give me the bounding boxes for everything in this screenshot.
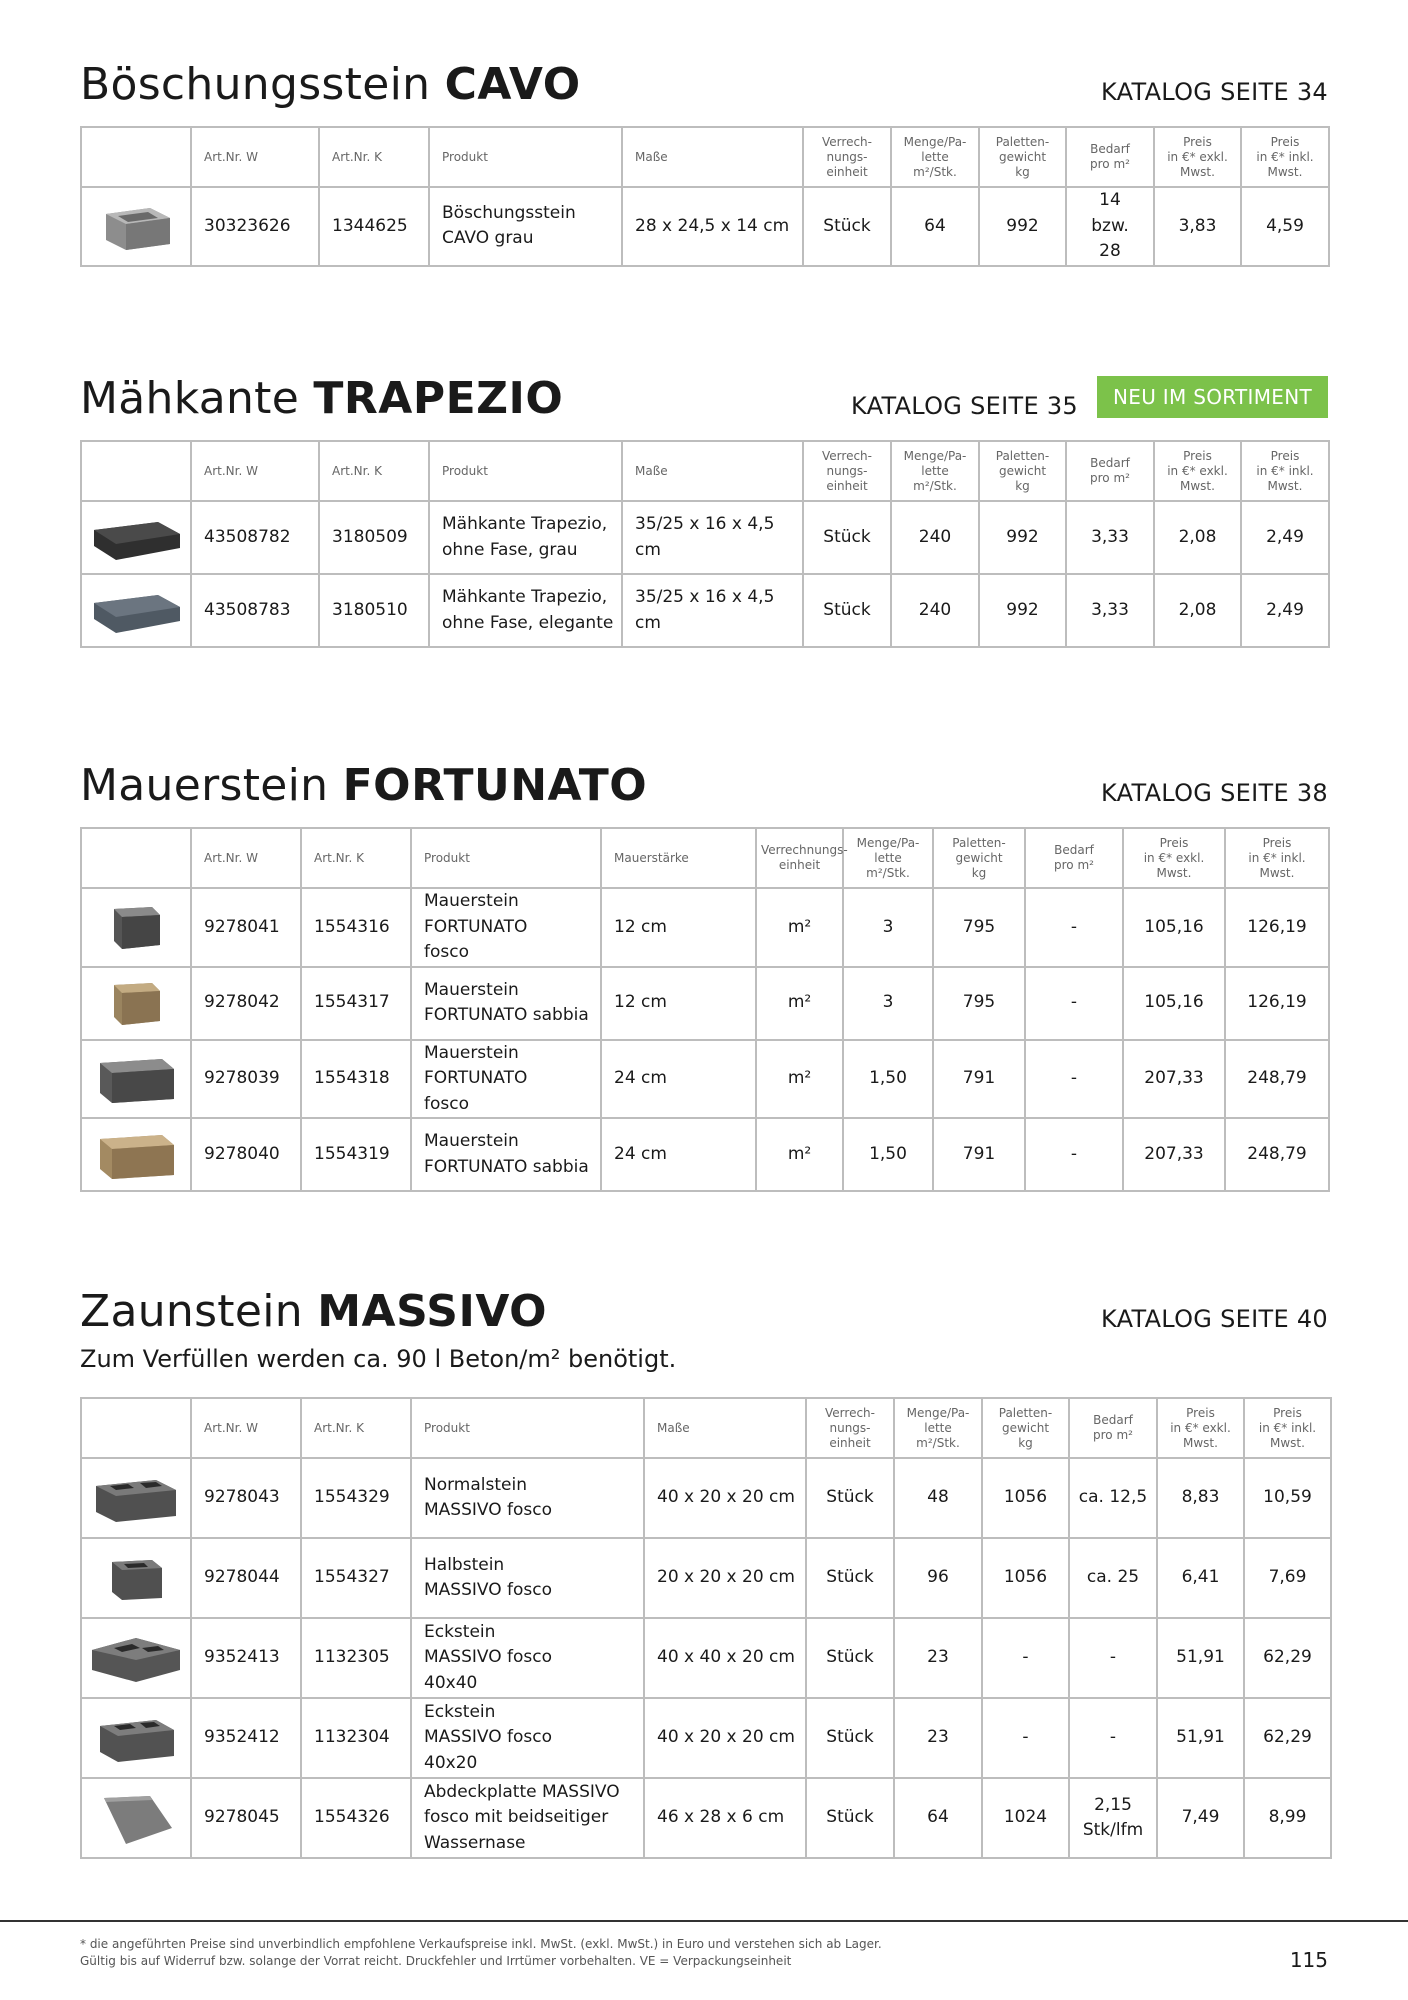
header-verrechnung: Verrech- nungs- einheit xyxy=(803,441,891,501)
header-image xyxy=(81,127,191,187)
product-image xyxy=(86,508,186,568)
palettengewicht: - xyxy=(982,1618,1069,1698)
art-nr-k: 1554329 xyxy=(301,1458,411,1538)
footer-divider xyxy=(0,1920,1408,1922)
product-image xyxy=(86,973,186,1033)
product-name: Böschungsstein CAVO grau xyxy=(429,187,622,266)
table-row xyxy=(81,1538,1331,1618)
header-verrechnung: Verrech- nungs- einheit xyxy=(806,1398,894,1458)
product-name: Eckstein MASSIVO fosco 40x20 xyxy=(411,1698,644,1778)
catalog-page-link[interactable]: KATALOG SEITE 40 xyxy=(1101,1305,1328,1333)
header-bedarf: Bedarf pro m² xyxy=(1066,127,1154,187)
header-gewicht: Paletten- gewicht kg xyxy=(979,127,1066,187)
art-nr-w: 9278045 xyxy=(191,1778,301,1858)
menge-palette: 64 xyxy=(891,187,979,266)
header-bedarf: Bedarf pro m² xyxy=(1069,1398,1157,1458)
art-nr-w: 9352413 xyxy=(191,1618,301,1698)
verrechnungseinheit: m² xyxy=(756,967,843,1040)
table-row xyxy=(81,501,1329,574)
product-thumbnail xyxy=(81,1458,191,1538)
preis-inkl: 62,29 xyxy=(1244,1698,1331,1778)
preis-inkl: 10,59 xyxy=(1244,1458,1331,1538)
header-produkt: Produkt xyxy=(429,441,622,501)
masse: 28 x 24,5 x 14 cm xyxy=(622,187,803,266)
header-bedarf: Bedarf pro m² xyxy=(1066,441,1154,501)
product-image xyxy=(86,1788,186,1848)
masse: 40 x 20 x 20 cm xyxy=(644,1458,806,1538)
product-name: Normalstein MASSIVO fosco xyxy=(411,1458,644,1538)
menge-palette: 23 xyxy=(894,1618,982,1698)
header-art-k: Art.Nr. K xyxy=(319,441,429,501)
table-row xyxy=(81,187,1329,266)
section-fortunato xyxy=(80,741,1328,1192)
art-nr-w: 9278041 xyxy=(191,888,301,967)
table-row xyxy=(81,574,1329,647)
menge-palette: 1,50 xyxy=(843,1118,933,1191)
preis-exkl: 207,33 xyxy=(1123,1040,1225,1119)
catalog-page-link[interactable]: KATALOG SEITE 38 xyxy=(1101,779,1328,807)
product-name: Halbstein MASSIVO fosco xyxy=(411,1538,644,1618)
art-nr-k: 1554317 xyxy=(301,967,411,1040)
header-image xyxy=(81,441,191,501)
table-row xyxy=(81,967,1329,1040)
menge-palette: 23 xyxy=(894,1698,982,1778)
preis-inkl: 126,19 xyxy=(1225,888,1329,967)
table-row xyxy=(81,1040,1329,1119)
header-image xyxy=(81,828,191,888)
section-subline: Zum Verfüllen werden ca. 90 l Beton/m² benötigt. xyxy=(80,1345,677,1373)
preis-exkl: 51,91 xyxy=(1157,1618,1244,1698)
bedarf: - xyxy=(1025,888,1123,967)
header-menge: Menge/Pa- lette m²/Stk. xyxy=(891,441,979,501)
section-title: Mähkante TRAPEZIO xyxy=(80,373,564,424)
menge-palette: 3 xyxy=(843,888,933,967)
masse: 46 x 28 x 6 cm xyxy=(644,1778,806,1858)
product-thumbnail xyxy=(81,1538,191,1618)
menge-palette: 240 xyxy=(891,574,979,647)
header-preis-exkl: Preis in €* exkl. Mwst. xyxy=(1123,828,1225,888)
product-image xyxy=(86,1125,186,1185)
header-menge: Menge/Pa- lette m²/Stk. xyxy=(891,127,979,187)
palettengewicht: 795 xyxy=(933,967,1025,1040)
header-preis-inkl: Preis in €* inkl. Mwst. xyxy=(1241,441,1329,501)
header-art-k: Art.Nr. K xyxy=(301,828,411,888)
preis-exkl: 105,16 xyxy=(1123,888,1225,967)
preis-inkl: 2,49 xyxy=(1241,501,1329,574)
product-thumbnail xyxy=(81,574,191,647)
bedarf: 2,15 Stk/lfm xyxy=(1069,1778,1157,1858)
product-table-massivo xyxy=(80,1397,1332,1859)
verrechnungseinheit: Stück xyxy=(806,1778,894,1858)
menge-palette: 3 xyxy=(843,967,933,1040)
preis-inkl: 62,29 xyxy=(1244,1618,1331,1698)
header-masse: Maße xyxy=(622,441,803,501)
catalog-page-link[interactable]: KATALOG SEITE 35 xyxy=(851,392,1078,420)
masse: 35/25 x 16 x 4,5 cm xyxy=(622,501,803,574)
header-preis-exkl: Preis in €* exkl. Mwst. xyxy=(1157,1398,1244,1458)
table-row xyxy=(81,1458,1331,1538)
section-trapezio xyxy=(80,354,1328,648)
section-massivo xyxy=(80,1267,1328,1859)
header-produkt: Produkt xyxy=(411,828,601,888)
header-image xyxy=(81,1398,191,1458)
bedarf: - xyxy=(1025,967,1123,1040)
preis-inkl: 126,19 xyxy=(1225,967,1329,1040)
bedarf: 14 bzw. 28 xyxy=(1066,187,1154,266)
art-nr-w: 9278040 xyxy=(191,1118,301,1191)
palettengewicht: 1056 xyxy=(982,1458,1069,1538)
art-nr-w: 9352412 xyxy=(191,1698,301,1778)
header-preis-inkl: Preis in €* inkl. Mwst. xyxy=(1244,1398,1331,1458)
preis-exkl: 105,16 xyxy=(1123,967,1225,1040)
header-preis-inkl: Preis in €* inkl. Mwst. xyxy=(1241,127,1329,187)
bedarf: - xyxy=(1069,1698,1157,1778)
table-row xyxy=(81,1778,1331,1858)
product-thumbnail xyxy=(81,888,191,967)
palettengewicht: 795 xyxy=(933,888,1025,967)
product-thumbnail xyxy=(81,1040,191,1119)
art-nr-k: 1344625 xyxy=(319,187,429,266)
art-nr-k: 1554316 xyxy=(301,888,411,967)
palettengewicht: 791 xyxy=(933,1118,1025,1191)
art-nr-k: 1132305 xyxy=(301,1618,411,1698)
section-title: Mauerstein FORTUNATO xyxy=(80,760,648,811)
table-row xyxy=(81,1698,1331,1778)
table-row xyxy=(81,888,1329,967)
art-nr-k: 1554326 xyxy=(301,1778,411,1858)
menge-palette: 64 xyxy=(894,1778,982,1858)
header-art-k: Art.Nr. K xyxy=(301,1398,411,1458)
mauerstaerke: 24 cm xyxy=(601,1118,756,1191)
palettengewicht: 992 xyxy=(979,501,1066,574)
preis-inkl: 248,79 xyxy=(1225,1118,1329,1191)
product-name: Mähkante Trapezio, ohne Fase, grau xyxy=(429,501,622,574)
bedarf: - xyxy=(1025,1040,1123,1119)
header-verrechnung: Verrechnungs- einheit xyxy=(756,828,843,888)
product-image xyxy=(86,1548,186,1608)
menge-palette: 1,50 xyxy=(843,1040,933,1119)
masse: 35/25 x 16 x 4,5 cm xyxy=(622,574,803,647)
header-produkt: Produkt xyxy=(429,127,622,187)
masse: 20 x 20 x 20 cm xyxy=(644,1538,806,1618)
palettengewicht: - xyxy=(982,1698,1069,1778)
art-nr-k: 1554319 xyxy=(301,1118,411,1191)
verrechnungseinheit: m² xyxy=(756,1040,843,1119)
preis-exkl: 207,33 xyxy=(1123,1118,1225,1191)
header-art-w: Art.Nr. W xyxy=(191,127,319,187)
menge-palette: 240 xyxy=(891,501,979,574)
art-nr-w: 43508783 xyxy=(191,574,319,647)
header-preis-inkl: Preis in €* inkl. Mwst. xyxy=(1225,828,1329,888)
header-gewicht: Paletten- gewicht kg xyxy=(982,1398,1069,1458)
page-number: 115 xyxy=(1289,1948,1328,1972)
product-image xyxy=(86,196,186,256)
verrechnungseinheit: Stück xyxy=(803,501,891,574)
header-bedarf: Bedarf pro m² xyxy=(1025,828,1123,888)
mauerstaerke: 24 cm xyxy=(601,1040,756,1119)
header-art-k: Art.Nr. K xyxy=(319,127,429,187)
product-name: Mauerstein FORTUNATO fosco xyxy=(411,888,601,967)
product-thumbnail xyxy=(81,1698,191,1778)
art-nr-k: 1132304 xyxy=(301,1698,411,1778)
product-name: Mauerstein FORTUNATO sabbia xyxy=(411,967,601,1040)
bedarf: ca. 12,5 xyxy=(1069,1458,1157,1538)
product-image xyxy=(86,581,186,641)
preis-exkl: 7,49 xyxy=(1157,1778,1244,1858)
palettengewicht: 1056 xyxy=(982,1538,1069,1618)
palettengewicht: 1024 xyxy=(982,1778,1069,1858)
header-preis-exkl: Preis in €* exkl. Mwst. xyxy=(1154,441,1241,501)
menge-palette: 96 xyxy=(894,1538,982,1618)
preis-exkl: 6,41 xyxy=(1157,1538,1244,1618)
new-badge: NEU IM SORTIMENT xyxy=(1097,376,1328,418)
preis-inkl: 4,59 xyxy=(1241,187,1329,266)
masse: 40 x 20 x 20 cm xyxy=(644,1698,806,1778)
bedarf: 3,33 xyxy=(1066,574,1154,647)
verrechnungseinheit: Stück xyxy=(806,1698,894,1778)
bedarf: - xyxy=(1069,1618,1157,1698)
header-produkt: Produkt xyxy=(411,1398,644,1458)
preis-exkl: 2,08 xyxy=(1154,574,1241,647)
masse: 40 x 40 x 20 cm xyxy=(644,1618,806,1698)
verrechnungseinheit: Stück xyxy=(803,574,891,647)
mauerstaerke: 12 cm xyxy=(601,888,756,967)
product-image xyxy=(86,1468,186,1528)
product-image xyxy=(86,1708,186,1768)
header-mauerstaerke: Mauerstärke xyxy=(601,828,756,888)
header-art-w: Art.Nr. W xyxy=(191,441,319,501)
menge-palette: 48 xyxy=(894,1458,982,1538)
art-nr-k: 3180509 xyxy=(319,501,429,574)
preis-inkl: 2,49 xyxy=(1241,574,1329,647)
product-table-cavo xyxy=(80,126,1330,267)
header-verrechnung: Verrech- nungs- einheit xyxy=(803,127,891,187)
product-name: Eckstein MASSIVO fosco 40x40 xyxy=(411,1618,644,1698)
header-preis-exkl: Preis in €* exkl. Mwst. xyxy=(1154,127,1241,187)
product-thumbnail xyxy=(81,1618,191,1698)
mauerstaerke: 12 cm xyxy=(601,967,756,1040)
palettengewicht: 992 xyxy=(979,574,1066,647)
product-name: Mauerstein FORTUNATO sabbia xyxy=(411,1118,601,1191)
catalog-page-link[interactable]: KATALOG SEITE 34 xyxy=(1101,78,1328,106)
art-nr-w: 9278044 xyxy=(191,1538,301,1618)
preis-exkl: 3,83 xyxy=(1154,187,1241,266)
header-masse: Maße xyxy=(644,1398,806,1458)
header-menge: Menge/Pa- lette m²/Stk. xyxy=(894,1398,982,1458)
header-gewicht: Paletten- gewicht kg xyxy=(933,828,1025,888)
table-row xyxy=(81,1118,1329,1191)
verrechnungseinheit: Stück xyxy=(806,1458,894,1538)
header-art-w: Art.Nr. W xyxy=(191,1398,301,1458)
section-title: Zaunstein MASSIVO xyxy=(80,1286,548,1337)
header-masse: Maße xyxy=(622,127,803,187)
product-table-trapezio xyxy=(80,440,1330,648)
header-gewicht: Paletten- gewicht kg xyxy=(979,441,1066,501)
product-image xyxy=(86,897,186,957)
verrechnungseinheit: m² xyxy=(756,1118,843,1191)
preis-inkl: 248,79 xyxy=(1225,1040,1329,1119)
bedarf: 3,33 xyxy=(1066,501,1154,574)
art-nr-w: 9278042 xyxy=(191,967,301,1040)
art-nr-w: 30323626 xyxy=(191,187,319,266)
verrechnungseinheit: Stück xyxy=(806,1538,894,1618)
product-thumbnail xyxy=(81,967,191,1040)
palettengewicht: 791 xyxy=(933,1040,1025,1119)
product-thumbnail xyxy=(81,1118,191,1191)
section-cavo xyxy=(80,40,1328,267)
product-image xyxy=(86,1628,186,1688)
product-thumbnail xyxy=(81,187,191,266)
product-name: Abdeckplatte MASSIVO fosco mit beidseitiger Wassernase xyxy=(411,1778,644,1858)
art-nr-w: 9278043 xyxy=(191,1458,301,1538)
bedarf: ca. 25 xyxy=(1069,1538,1157,1618)
art-nr-k: 3180510 xyxy=(319,574,429,647)
preis-inkl: 8,99 xyxy=(1244,1778,1331,1858)
preis-exkl: 51,91 xyxy=(1157,1698,1244,1778)
preis-exkl: 8,83 xyxy=(1157,1458,1244,1538)
product-name: Mauerstein FORTUNATO fosco xyxy=(411,1040,601,1119)
product-thumbnail xyxy=(81,1778,191,1858)
art-nr-w: 43508782 xyxy=(191,501,319,574)
verrechnungseinheit: Stück xyxy=(806,1618,894,1698)
header-art-w: Art.Nr. W xyxy=(191,828,301,888)
header-menge: Menge/Pa- lette m²/Stk. xyxy=(843,828,933,888)
table-row xyxy=(81,1618,1331,1698)
product-thumbnail xyxy=(81,501,191,574)
bedarf: - xyxy=(1025,1118,1123,1191)
art-nr-w: 9278039 xyxy=(191,1040,301,1119)
product-name: Mähkante Trapezio, ohne Fase, elegante xyxy=(429,574,622,647)
footnote: * die angeführten Preise sind unverbindlich empfohlene Verkaufspreise inkl. MwSt. (exkl. MwSt.) in Euro und verstehen sich ab Lager. Gültig bis auf Widerruf bzw. solange der Vorrat reicht. Druckfehler und Irrtümer vorbehalten. VE = Verpackungseinheit xyxy=(80,1937,882,1968)
preis-inkl: 7,69 xyxy=(1244,1538,1331,1618)
art-nr-k: 1554327 xyxy=(301,1538,411,1618)
art-nr-k: 1554318 xyxy=(301,1040,411,1119)
section-title: Böschungsstein CAVO xyxy=(80,59,581,110)
preis-exkl: 2,08 xyxy=(1154,501,1241,574)
verrechnungseinheit: m² xyxy=(756,888,843,967)
verrechnungseinheit: Stück xyxy=(803,187,891,266)
product-table-fortunato xyxy=(80,827,1330,1192)
product-image xyxy=(86,1049,186,1109)
palettengewicht: 992 xyxy=(979,187,1066,266)
